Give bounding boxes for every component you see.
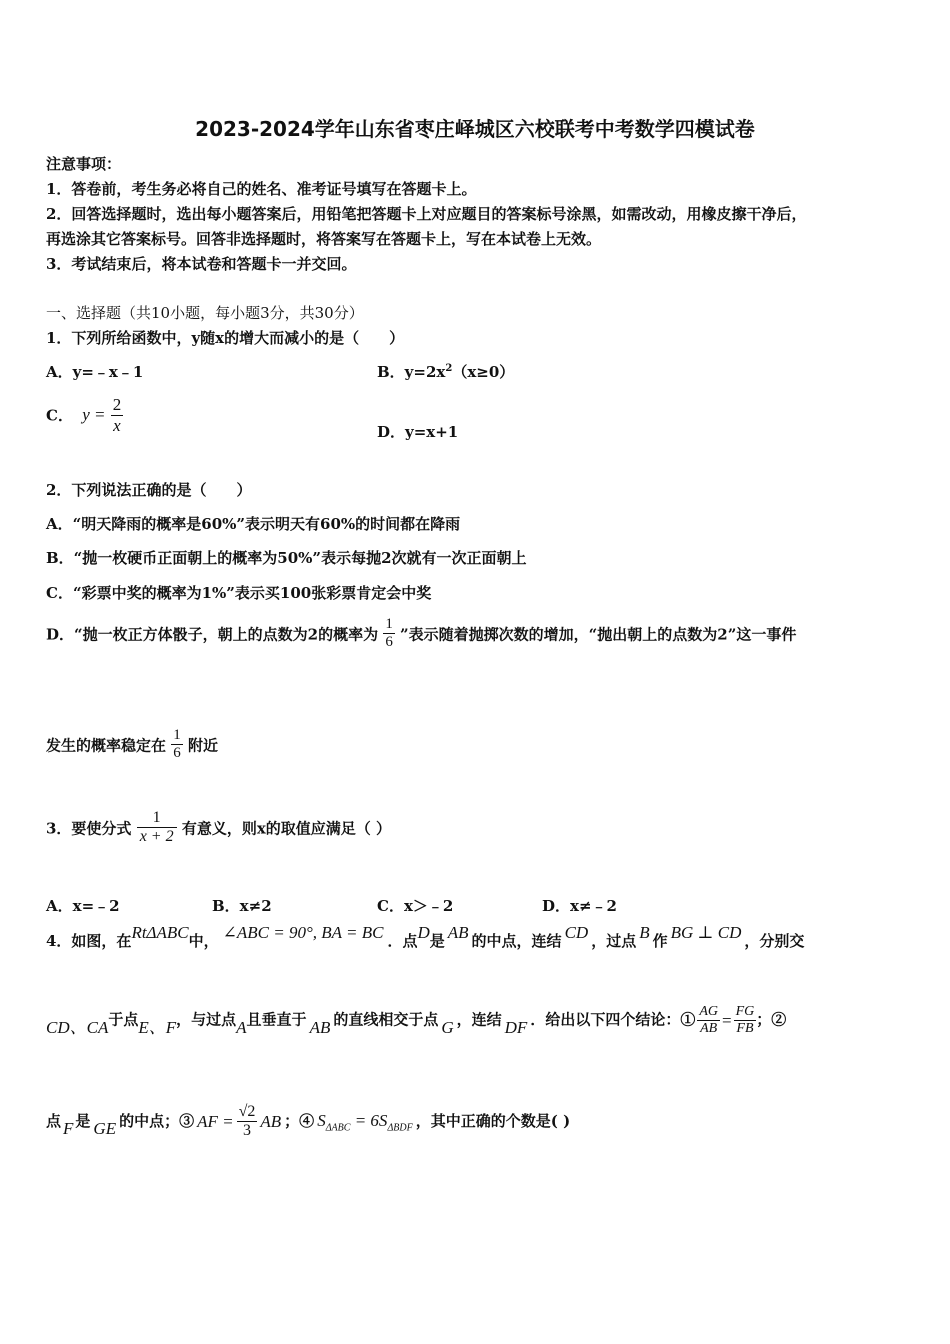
q4-text: 是 [429, 932, 445, 950]
q1-b-text: B．y=2x [377, 363, 446, 381]
q4-text: 的中点，连结 [471, 932, 562, 950]
q3-text: 3．要使分式 [46, 819, 132, 838]
q1-stem: 1．下列所给函数中，y随x的增大而减小的是（ ） [46, 329, 405, 347]
q4-fraction-fg-fb [734, 1004, 757, 1037]
q4-numerator: √2 [238, 1103, 256, 1120]
q4-math: AB [309, 1017, 331, 1037]
q4-text: ；④ [284, 1111, 315, 1130]
q3-stem [46, 809, 391, 847]
q2-d-numerator: 1 [385, 616, 393, 632]
q4-math: E、F [138, 1017, 177, 1037]
q1-c-fraction [111, 395, 124, 435]
q4-text: ，连结 [456, 1010, 502, 1029]
q3-text-cont: 有意义，则x的取值应满足（ ） [181, 819, 391, 838]
notice-item: 再选涂其它答案标号。回答非选择题时，将答案写在答题卡上，写在本试卷上无效。 [46, 230, 602, 248]
q2-d-text: D．“抛一枚正方体骰子，朝上的点数为2的概率为 [46, 625, 379, 644]
q4-line-1 [46, 923, 805, 951]
q1-c-denominator: x [111, 415, 124, 436]
notice-item: 2．回答选择题时，选出每小题答案后，用铅笔把答题卡上对应题目的答案标号涂黑，如需改动，用橡皮擦干净后， [46, 205, 807, 223]
q4-math: CD [564, 923, 589, 942]
q4-math: B [639, 923, 650, 942]
q2-option-d [46, 616, 796, 652]
q4-text: 且垂直于 [246, 1010, 307, 1029]
q1-c-label: C． [46, 406, 73, 425]
q4-equals: = [722, 1010, 732, 1030]
q1-b-exponent: 2 [445, 363, 453, 374]
q2-d-text-cont: ”表示随着抛掷次数的增加，“抛出朝上的点数为2”这一事件 [400, 625, 797, 644]
notice-item: 3．考试结束后，将本试卷和答题卡一并交回。 [46, 255, 357, 273]
q2-stem: 2．下列说法正确的是（ ） [46, 481, 252, 499]
q4-math: F [63, 1118, 74, 1138]
q4-math: CD、CA [46, 1017, 109, 1037]
q1-option-c [46, 395, 123, 435]
q4-denominator: AB [697, 1020, 720, 1037]
q4-text: 是 [75, 1111, 91, 1130]
q4-text: 于点 [108, 1010, 139, 1029]
section-heading: 一、选择题（共10小题，每小题3分，共30分） [46, 304, 364, 322]
q2-option-b: B．“抛一枚硬币正面朝上的概率为50%”表示每抛2次就有一次正面朝上 [46, 549, 527, 567]
q2-d-fraction [383, 616, 395, 652]
q1-option-d: D．y=x+1 [377, 423, 459, 441]
q4-text: ；② [756, 1010, 787, 1029]
q4-line-2 [46, 1004, 786, 1037]
q4-text: ．给出以下四个结论：① [530, 1010, 696, 1029]
q4-text: 作 [652, 932, 668, 950]
q4-subscript: ΔABC [325, 1122, 351, 1134]
q4-denominator: 3 [237, 1121, 258, 1140]
q3-numerator: 1 [152, 809, 161, 826]
q4-line-3 [46, 1103, 570, 1141]
q4-area-symbol: S [317, 1110, 326, 1130]
q1-option-a: A．y=﹣x﹣1 [46, 363, 144, 381]
q4-math: ∠ABC = 90°, BA = BC [222, 923, 384, 942]
q2-d2-numerator: 1 [173, 727, 181, 743]
q2-option-c: C．“彩票中奖的概率为1%”表示买100张彩票肯定会中奖 [46, 584, 432, 602]
q4-numerator: FG [735, 1004, 755, 1019]
q4-math: AB [447, 923, 469, 942]
q4-denominator: FB [734, 1020, 757, 1037]
q4-text: ，与过点 [176, 1010, 237, 1029]
q3-option-d: D．x≠﹣2 [542, 897, 617, 915]
q4-numerator: AG [699, 1004, 719, 1019]
page-title: 2023-2024学年山东省枣庄峄城区六校联考中考数学四模试卷 [195, 117, 755, 141]
q2-d2-text: 发生的概率稳定在 [46, 736, 167, 755]
q3-denominator: x + 2 [137, 827, 177, 846]
q3-option-c: C．x＞﹣2 [377, 897, 454, 915]
q2-d2-denominator: 6 [173, 745, 181, 762]
q4-area-equation: = 6S [354, 1110, 388, 1130]
q4-text: 点 [46, 1111, 62, 1130]
q4-text: 的中点；③ [119, 1111, 195, 1130]
q4-fraction-ag-ab [697, 1004, 720, 1037]
q4-text: ，过点 [591, 932, 637, 950]
q4-math: BG ⊥ CD [670, 923, 742, 942]
notice-heading: 注意事项： [46, 155, 122, 173]
q1-option-b [377, 361, 514, 382]
q4-math: DF [504, 1017, 528, 1037]
q4-math: G [441, 1017, 454, 1037]
q4-math: RtΔABC [131, 923, 189, 942]
q1-b-condition: （x≥0） [452, 363, 515, 381]
q1-c-lhs: y = [82, 405, 106, 425]
q4-math: AF = [197, 1111, 234, 1131]
q4-math [317, 1110, 413, 1134]
q2-d2-fraction [171, 727, 183, 763]
notice-item: 1．答卷前，考生务必将自己的姓名、准考证号填写在答题卡上。 [46, 180, 477, 198]
q1-c-numerator: 2 [112, 395, 122, 414]
q2-d2-text-cont: 附近 [187, 736, 218, 755]
q4-math: A [236, 1017, 247, 1037]
q4-text: 4．如图，在 [46, 932, 132, 950]
q4-subscript: ΔBDF [387, 1122, 413, 1134]
q2-option-a: A．“明天降雨的概率是60%”表示明天有60%的时间都在降雨 [46, 515, 461, 533]
q3-option-b: B．x≠2 [212, 897, 272, 915]
q3-fraction [137, 809, 177, 847]
q4-math: AB [260, 1111, 282, 1131]
q4-math: GE [93, 1118, 117, 1138]
q4-text: ．点 [387, 932, 418, 950]
q2-d-denominator: 6 [385, 634, 393, 651]
q4-text: 中， [188, 932, 219, 950]
q4-text: 的直线相交于点 [333, 1010, 439, 1029]
q4-text: ，其中正确的个数是( ) [415, 1111, 571, 1130]
q4-math: D [417, 923, 430, 942]
q4-fraction-sqrt2-3 [237, 1103, 258, 1141]
q2-option-d-line2 [46, 727, 218, 763]
q4-text: ，分别交 [744, 932, 805, 950]
q3-option-a: A．x=﹣2 [46, 897, 120, 915]
